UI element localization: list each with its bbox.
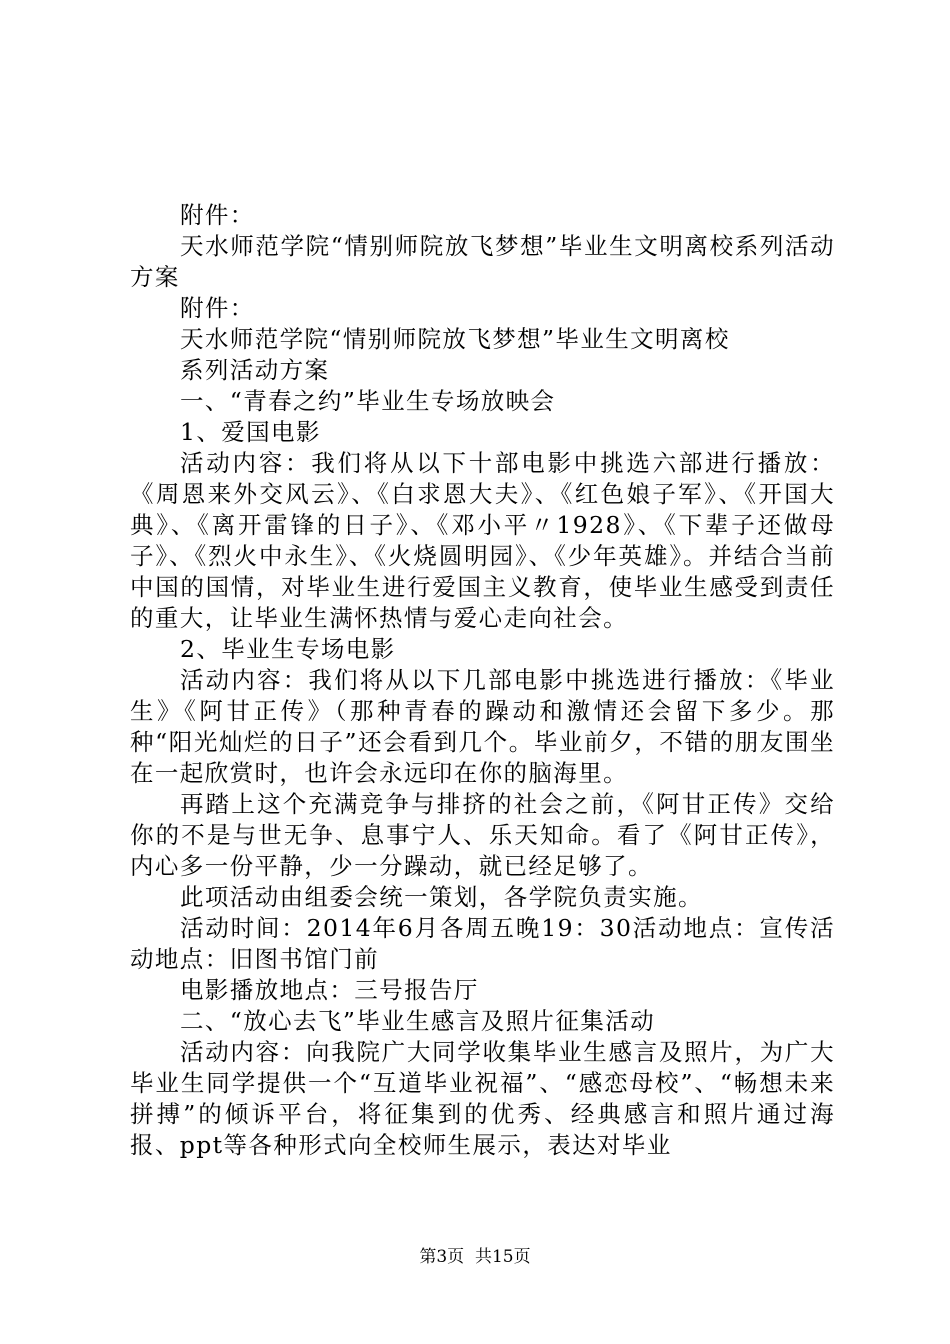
document-title-line-1: 天水师范学院“情别师院放飞梦想”毕业生文明离校: [180, 325, 730, 353]
attachment-label: 附件：: [180, 201, 255, 229]
paragraph-forrest-gump: 再踏上这个充满竞争与排挤的社会之前，《阿甘正传》交给你的不是与世无争、息事宁人、乐天知命。看了《阿甘正传》，内心多一份平静，少一分躁动，就已经足够了。: [130, 790, 835, 880]
page-number-label: 第3页 共15页: [419, 1247, 531, 1267]
paragraph-screening-location: 电影播放地点：三号报告厅: [180, 976, 479, 1004]
document-body: [130, 200, 835, 1161]
paragraph-graduate-films: 活动内容：我们将从以下几部电影中挑选进行播放：《毕业生》《阿甘正传》（那种青春的躁动和激情还会留下多少。那种“阳光灿烂的日子”还会看到几个。毕业前夕，不错的朋友围坐在一起欣赏时，也许会永远印在你的脑海里。: [130, 666, 835, 787]
paragraph-collection-activity: 活动内容：向我院广大同学收集毕业生感言及照片，为广大毕业生同学提供一个“互道毕业祝福”、“感恋母校”、“畅想未来拼搏”的倾诉平台，将征集到的优秀、经典感言和照片通过海报、ppt等各种形式向全校师生展示，表达对毕业: [130, 1038, 835, 1159]
document-title-line-2: 系列活动方案: [180, 356, 330, 384]
paragraph-time-location: 活动时间：2014年6月各周五晚19：30活动地点：宣传活动地点：旧图书馆门前: [130, 914, 835, 973]
section-heading-2: 二、“放心去飞”毕业生感言及照片征集活动: [180, 1007, 656, 1035]
page-footer: [0, 1242, 950, 1267]
subsection-heading-2: 2、毕业生专场电影: [180, 635, 396, 663]
document-title: 天水师范学院“情别师院放飞梦想”毕业生文明离校系列活动方案: [130, 232, 835, 291]
subsection-heading-1: 1、爱国电影: [180, 418, 321, 446]
paragraph-organization: 此项活动由组委会统一策划，各学院负责实施。: [180, 883, 703, 911]
section-heading-1: 一、“青春之约”毕业生专场放映会: [180, 387, 556, 415]
attachment-label-repeat: 附件：: [180, 294, 255, 322]
paragraph-patriotic-films: 活动内容：我们将从以下十部电影中挑选六部进行播放：《周恩来外交风云》、《白求恩大夫》、《红色娘子军》、《开国大典》、《离开雷锋的日子》、《邓小平〃1928》、《下辈子还做母子》、《烈火中永生》、《火烧圆明园》、《少年英雄》。并结合当前中国的国情，对毕业生进行爱国主义教育，使毕业生感受到责任的重大，让毕业生满怀热情与爱心走向社会。: [130, 449, 835, 632]
